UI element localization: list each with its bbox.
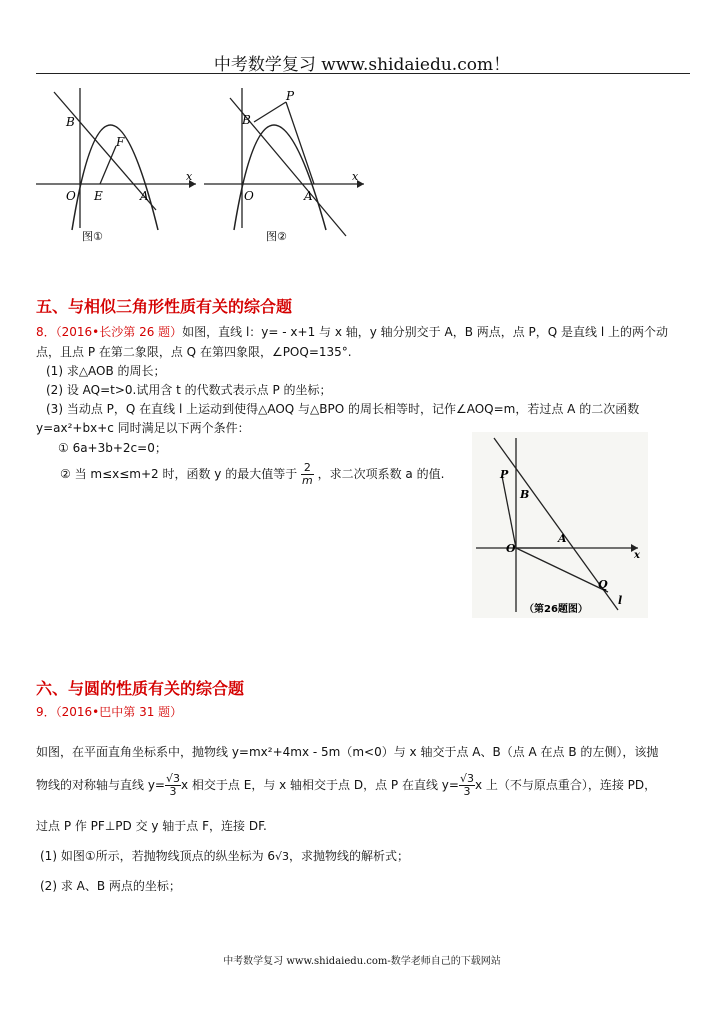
label-o: O xyxy=(244,189,254,203)
segment-oq xyxy=(516,548,608,592)
page-footer: 中考数学复习 www.shidaiedu.com-数学老师自己的下载网站 xyxy=(223,956,501,967)
fraction-numerator: √3 xyxy=(165,772,180,785)
fraction-numerator: √3 xyxy=(459,772,474,785)
label-a: A xyxy=(304,189,313,203)
fraction-2-over-m xyxy=(301,462,314,487)
question-1-text: (1) 如图①所示，若抛物线顶点的纵坐标为 6 xyxy=(40,849,276,863)
figure-2 xyxy=(204,80,368,242)
problem-8-condition-1: ① 6a+3b+2c=0； xyxy=(58,441,167,455)
fraction-root3-over-3-second xyxy=(459,773,475,798)
label-b: B xyxy=(66,115,75,129)
page-header-title: 中考数学复习 www.shidaiedu.com！ xyxy=(213,55,511,75)
figure-1 xyxy=(36,80,204,242)
problem-8-stem-2: 点，且点 P 在第二象限，点 Q 在第四象限，∠POQ=135°. xyxy=(36,345,352,359)
line-2-text-start: 物线的对称轴与直线 y= xyxy=(36,778,165,792)
label-b: B xyxy=(242,113,251,127)
fraction-denominator: 3 xyxy=(169,785,177,798)
label-b: B xyxy=(520,488,530,501)
problem-8-question-1: (1) 求△AOB 的周长； xyxy=(46,364,166,378)
problem-9-line-3: 过点 P 作 PF⊥PD 交 y 轴于点 F，连接 DF. xyxy=(36,819,267,833)
section-5-title: 五、与相似三角形性质有关的综合题 xyxy=(36,297,293,316)
label-f: F xyxy=(116,135,125,149)
section-6-title: 六、与圆的性质有关的综合题 xyxy=(36,679,245,698)
label-o: O xyxy=(506,542,516,555)
segment-po xyxy=(502,476,516,548)
problem-8-question-3-line-2: y=ax²+bx+c 同时满足以下两个条件： xyxy=(36,421,250,435)
problem-8-condition-2 xyxy=(60,462,480,487)
label-o: O xyxy=(66,189,76,203)
problem-8-figure-caption: （第26题图） xyxy=(524,604,588,615)
condition-2-text: ② 当 m≤x≤m+2 时，函数 y 的最大值等于 xyxy=(60,467,298,481)
label-x: x xyxy=(634,550,640,561)
figure-1-caption: 图① xyxy=(82,230,103,242)
label-q: Q xyxy=(598,578,608,591)
figure-1-graph xyxy=(36,80,204,242)
segment-pa xyxy=(286,102,314,184)
header-divider xyxy=(36,73,690,74)
line-2-text-end: x 上（不与原点重合），连接 PD， xyxy=(474,778,657,792)
problem-8-stem-1: 如图，直线 l：y= - x+1 与 x 轴，y 轴分别交于 A，B 两点，点 P，Q 是直线 l 上的两个动 xyxy=(182,325,669,339)
problem-9-line-1: 如图，在平面直角坐标系中，抛物线 y=mx²+4mx - 5m（m<0）与 x 轴交于点 A、B（点 A 在点 B 的左侧），该抛 xyxy=(36,745,659,759)
label-e: E xyxy=(94,189,103,203)
label-a: A xyxy=(140,189,149,203)
figure-2-caption: 图② xyxy=(266,230,287,242)
label-p: P xyxy=(286,89,295,103)
label-x: x xyxy=(186,170,193,183)
problem-8-question-2: (2) 设 AQ=t>0.试用含 t 的代数式表示点 P 的坐标； xyxy=(46,383,332,397)
label-l: l xyxy=(618,594,623,607)
problem-9-question-1 xyxy=(40,846,695,867)
segment-bp xyxy=(254,102,286,122)
fraction-denominator: 3 xyxy=(463,785,471,798)
fraction-denominator: m xyxy=(302,474,313,487)
fraction-root3-over-3 xyxy=(165,773,181,798)
figure-2-graph xyxy=(204,80,368,242)
problem-8-line-1 xyxy=(36,322,691,342)
label-x: x xyxy=(352,170,359,183)
parabola-curve xyxy=(72,125,158,230)
problem-9-line-2 xyxy=(36,772,691,798)
root-3: √3 xyxy=(275,850,290,863)
line-2-text-middle: x 相交于点 E，与 x 轴相交于点 D，点 P 在直线 y= xyxy=(181,778,459,792)
problem-8-source: 8．（2016•长沙第 26 题） xyxy=(36,325,183,339)
fraction-numerator: 2 xyxy=(301,462,314,475)
problem-8-graph xyxy=(472,432,648,618)
label-a: A xyxy=(558,532,567,545)
question-1-text-end: ，求抛物线的解析式； xyxy=(289,849,410,863)
condition-2-text-end: ，求二次项系数 a 的值. xyxy=(317,467,445,481)
problem-9-source: 9．（2016•巴中第 31 题） xyxy=(36,705,183,719)
problem-9-question-2: (2) 求 A、B 两点的坐标； xyxy=(40,879,181,893)
problem-8-figure xyxy=(472,432,648,618)
problem-8-question-3-line-1: (3) 当动点 P，Q 在直线 l 上运动到使得△AOQ 与△BPO 的周长相等时，记作∠AOQ=m，若过点 A 的二次函数 xyxy=(46,402,640,416)
segment-ef xyxy=(100,146,116,184)
label-p: P xyxy=(500,468,509,481)
